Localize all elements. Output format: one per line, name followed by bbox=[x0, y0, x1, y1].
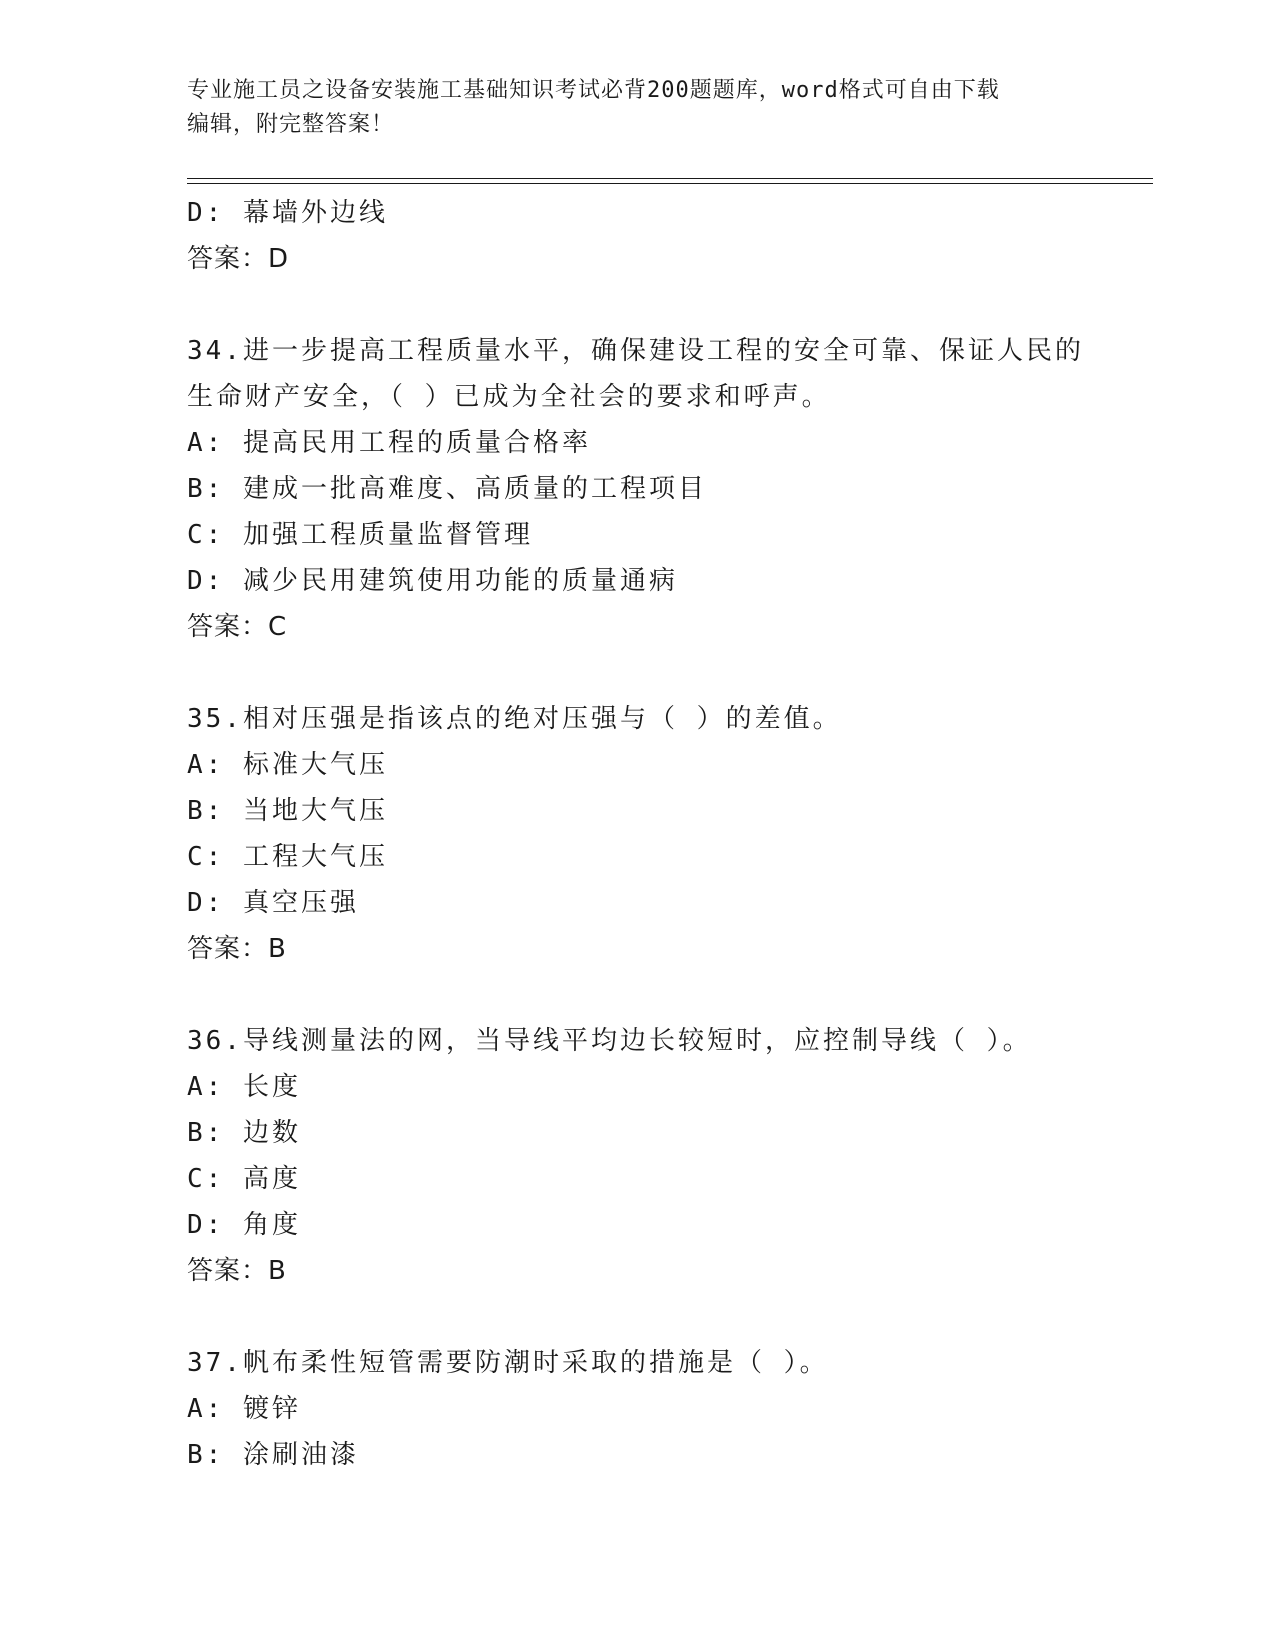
answer-line: 答案：B bbox=[187, 934, 287, 964]
answer-line: 答案：C bbox=[187, 612, 288, 642]
option-c: C: 加强工程质量监督管理 bbox=[187, 520, 533, 550]
document-header bbox=[187, 74, 1067, 142]
option-b: B: 建成一批高难度、高质量的工程项目 bbox=[187, 474, 707, 504]
header-title-line-2: 编辑，附完整答案！ bbox=[187, 112, 395, 137]
option-b: B: 涂刷油漆 bbox=[187, 1440, 359, 1470]
option-a: A: 标准大气压 bbox=[187, 750, 388, 780]
question-34 bbox=[187, 328, 1087, 650]
question-list bbox=[187, 190, 1087, 1478]
header-rule-top bbox=[187, 178, 1153, 179]
answer-line: 答案：B bbox=[187, 1256, 287, 1286]
option-d: D: 减少民用建筑使用功能的质量通病 bbox=[187, 566, 678, 596]
option-d: D: 幕墙外边线 bbox=[187, 198, 388, 228]
option-d: D: 角度 bbox=[187, 1210, 301, 1240]
previous-question-tail bbox=[187, 190, 1087, 282]
question-36 bbox=[187, 1018, 1087, 1294]
option-d: D: 真空压强 bbox=[187, 888, 359, 918]
question-35 bbox=[187, 696, 1087, 972]
question-stem: 36.导线测量法的网，当导线平均边长较短时，应控制导线（ ）。 bbox=[187, 1026, 1032, 1056]
option-b: B: 边数 bbox=[187, 1118, 301, 1148]
question-stem: 34.进一步提高工程质量水平，确保建设工程的安全可靠、保证人民的 bbox=[187, 336, 1084, 366]
option-a: A: 镀锌 bbox=[187, 1394, 301, 1424]
option-b: B: 当地大气压 bbox=[187, 796, 388, 826]
option-a: A: 提高民用工程的质量合格率 bbox=[187, 428, 591, 458]
header-title-line-1: 专业施工员之设备安装施工基础知识考试必背200题题库，word格式可自由下载 bbox=[187, 78, 1000, 103]
question-stem: 35.相对压强是指该点的绝对压强与（ ）的差值。 bbox=[187, 704, 842, 734]
option-c: C: 高度 bbox=[187, 1164, 301, 1194]
option-a: A: 长度 bbox=[187, 1072, 301, 1102]
option-c: C: 工程大气压 bbox=[187, 842, 388, 872]
question-37 bbox=[187, 1340, 1087, 1478]
answer-line: 答案：D bbox=[187, 244, 290, 274]
header-rule-bottom bbox=[187, 183, 1153, 184]
question-stem-continued: 生命财产安全，（ ）已成为全社会的要求和呼声。 bbox=[187, 382, 831, 412]
question-stem: 37.帆布柔性短管需要防潮时采取的措施是（ ）。 bbox=[187, 1348, 829, 1378]
